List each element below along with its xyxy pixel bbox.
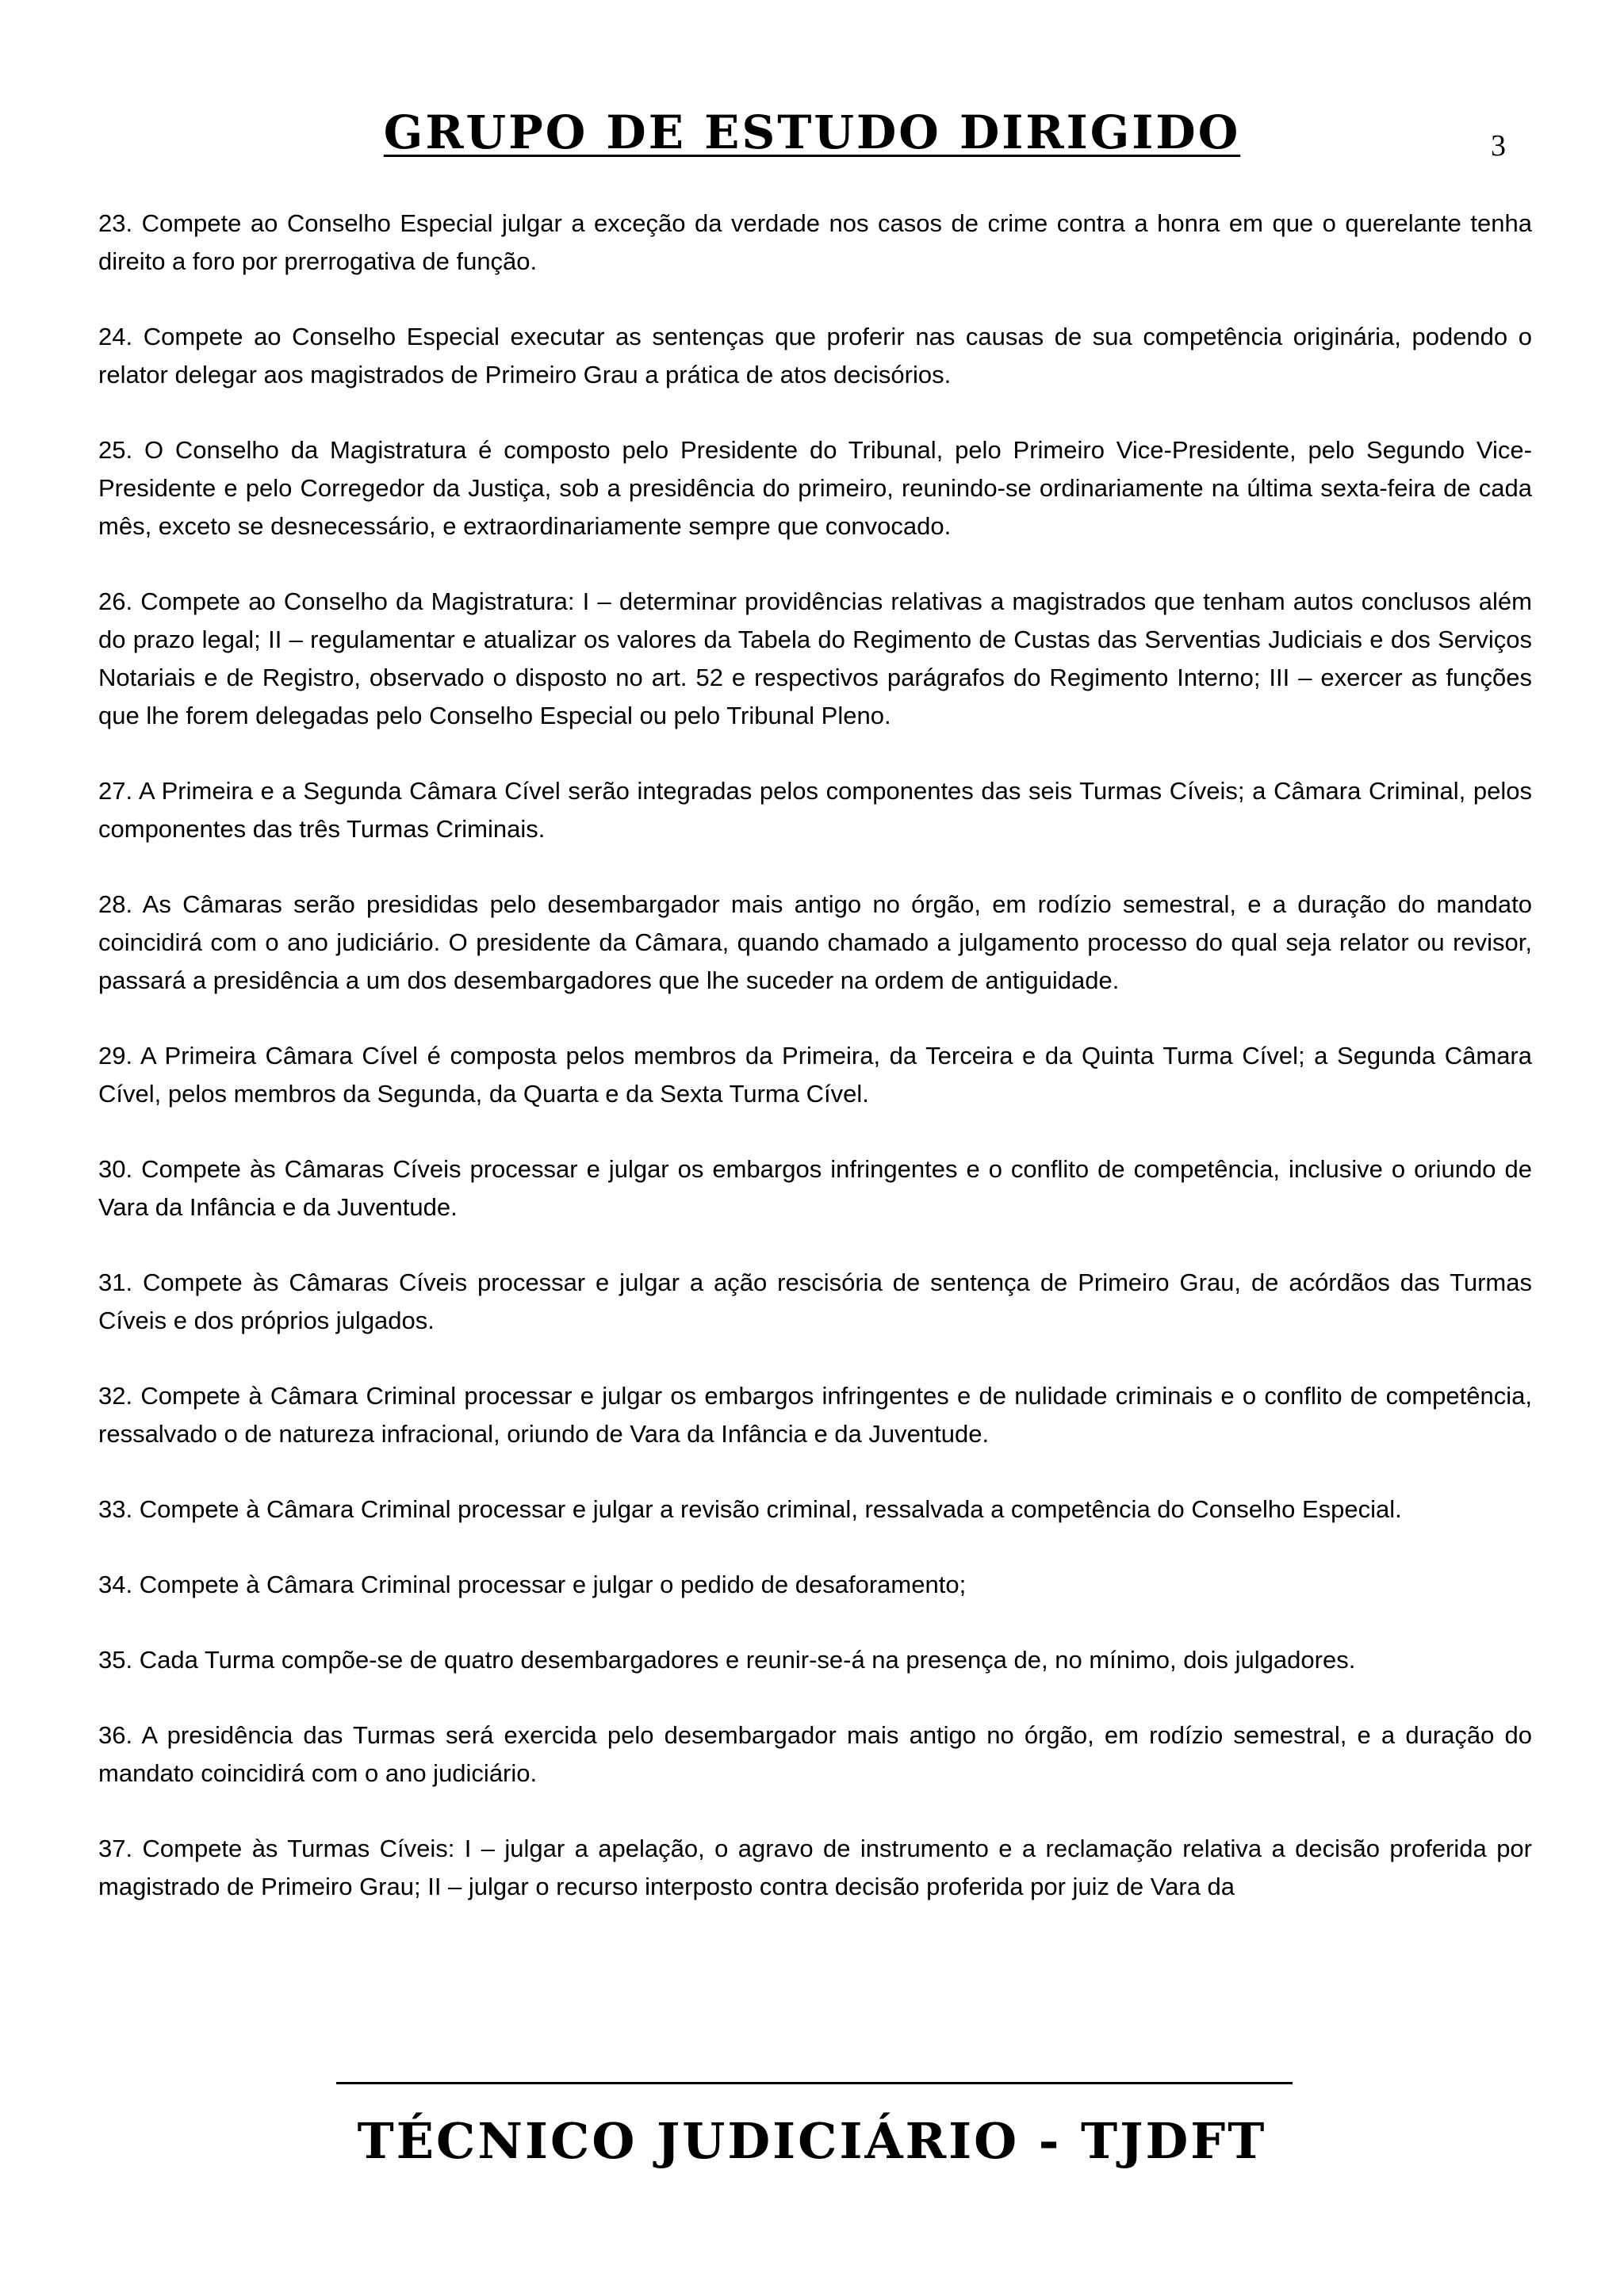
paragraph-33: 33. Compete à Câmara Criminal processar e julgar a revisão criminal, ressalvada a competência do Conselho Especial. [98, 1495, 1402, 1523]
paragraph-31: 31. Compete às Câmaras Cíveis processar e julgar a ação rescisória de sentença de Primeiro Grau, de acórdãos das Turmas Cíveis e dos próprios julgados. [98, 1269, 1532, 1334]
paragraph-30: 30. Compete às Câmaras Cíveis processar e julgar os embargos infringentes e o conflito de competência, inclusive o oriundo de Vara da Infância e da Juventude. [98, 1155, 1532, 1221]
paragraph-34: 34. Compete à Câmara Criminal processar e julgar o pedido de desaforamento; [98, 1571, 967, 1598]
paragraph-36: 36. A presidência das Turmas será exercida pelo desembargador mais antigo no órgão, em rodízio semestral, e a duração do mandato coincidirá com o ano judiciário. [98, 1721, 1532, 1787]
footer-divider [336, 2082, 1293, 2084]
paragraph-29: 29. A Primeira Câmara Cível é composta pelos membros da Primeira, da Terceira e da Quinta Turma Cível; a Segunda Câmara Cível, pelos membros da Segunda, da Quarta e da Sexta Turma Cível. [98, 1042, 1532, 1108]
paragraph-25: 25. O Conselho da Magistratura é composto pelo Presidente do Tribunal, pelo Primeiro Vice-Presidente, pelo Segundo Vice-Presidente e pelo Corregedor da Justiça, sob a presidência do primeiro, reunindo-se ordinariamente na última sexta-feira de cada mês, exceto se desnecessário, e extraordinariamente sempre que convocado. [98, 436, 1532, 540]
paragraph-37: 37. Compete às Turmas Cíveis: I – julgar a apelação, o agravo de instrumento e a reclamação relativa a decisão proferida por magistrado de Primeiro Grau; II – julgar o recurso interposto contra decisão proferida por juiz de Vara da [98, 1835, 1532, 1900]
paragraph-23: 23. Compete ao Conselho Especial julgar a exceção da verdade nos casos de crime contra a honra em que o querelante tenha direito a foro por prerrogativa de função. [98, 209, 1532, 275]
paragraph-26: 26. Compete ao Conselho da Magistratura: I – determinar providências relativas a magistrados que tenham autos conclusos além do prazo legal; II – regulamentar e atualizar os valores da Tabela do Regimento de Custas das Serventias Judiciais e dos Serviços Notariais e de Registro, observado o disposto no art. 52 e respectivos parágrafos do Regimento Interno; III – exercer as funções que lhe forem delegadas pelo Conselho Especial ou pelo Tribunal Pleno. [98, 587, 1532, 729]
paragraph-28: 28. As Câmaras serão presididas pelo desembargador mais antigo no órgão, em rodízio semestral, e a duração do mandato coincidirá com o ano judiciário. O presidente da Câmara, quando chamado a julgamento processo do qual seja relator ou revisor, passará a presidência a um dos desembargadores que lhe suceder na ordem de antiguidade. [98, 890, 1532, 994]
header-title-text: GRUPO DE ESTUDO DIRIGIDO [383, 105, 1241, 159]
header-title [0, 105, 1624, 159]
document-body [98, 205, 1532, 1943]
paragraph-32: 32. Compete à Câmara Criminal processar e julgar os embargos infringentes e de nulidade criminais e o conflito de competência, ressalvado o de natureza infracional, oriundo de Vara da Infância e da Juventude. [98, 1382, 1532, 1448]
paragraph-35: 35. Cada Turma compõe-se de quatro desembargadores e reunir-se-á na presença de, no mínimo, dois julgadores. [98, 1646, 1356, 1674]
paragraph-27: 27. A Primeira e a Segunda Câmara Cível serão integradas pelos componentes das seis Turmas Cíveis; a Câmara Criminal, pelos componentes das três Turmas Criminais. [98, 777, 1532, 843]
page-number: 3 [1491, 129, 1506, 163]
paragraph-24: 24. Compete ao Conselho Especial executar as sentenças que proferir nas causas de sua competência originária, podendo o relator delegar aos magistrados de Primeiro Grau a prática de atos decisórios. [98, 323, 1532, 388]
footer-title: TÉCNICO JUDICIÁRIO - TJDFT [357, 2112, 1267, 2170]
